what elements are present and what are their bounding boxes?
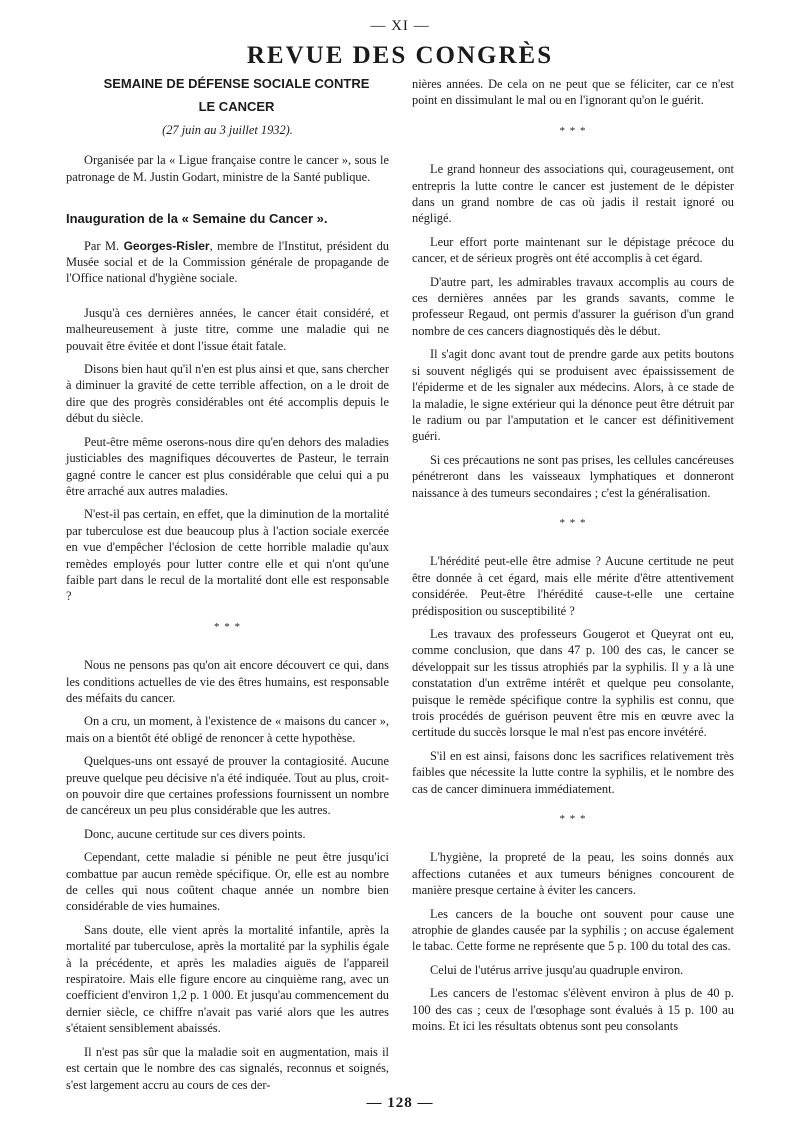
- inauguration-heading: Inauguration de la « Semaine du Cancer ».: [66, 211, 328, 227]
- body-paragraph: Les cancers de l'estomac s'élèvent environ à plus de 40 p. 100 des cas ; ceux de l'œsophage sont évalués à 15 p. 100 au moins. Et ici les résultats obtenus sont peu consolants: [412, 986, 734, 1034]
- author-paragraph: [66, 238, 389, 287]
- body-paragraph: D'autre part, les admirables travaux accomplis au cours de ces dernières années par les grands savants, comme le professeur Regaud, ont permis d'assurer la guérison d'un grand nombre de ces cancers diagnostiqués dès le début.: [412, 274, 734, 338]
- asterism-divider: * * *: [559, 813, 587, 826]
- continuation-paragraph: nières années. De cela on ne peut que se féliciter, car ce n'est point en dissimulant le mal ou en l'ignorant qu'on le guérit.: [412, 77, 734, 108]
- body-paragraph: Quelques-uns ont essayé de prouver la contagiosité. Aucune preuve quelque peu décisive n'a été indiquée. Tout au plus, croit-on pouvoir dire que certaines professions fournissent un nombre de cancéreux un peu plus considérable que les autres.: [66, 754, 389, 818]
- body-paragraph: Leur effort porte maintenant sur le dépistage précoce du cancer, et de sérieux progrès ont été accomplis à cet égard.: [412, 234, 734, 266]
- body-paragraph: Les travaux des professeurs Gougerot et Queyrat ont eu, comme conclusion, que dans 47 p. 100 des cas, le cancer se développait sur les tissus atrophiés par la syphilis. Il y a là une constatation d'un extrême intérêt et quelque peu consolante, puisque le remède spécifique contre la syphilis est connu, que trois procédés de guérison peuvent être mis en œuvre avec la certitude du succès lorsque le mal n'est pas encore invétéré.: [412, 626, 734, 740]
- left-column: [66, 76, 389, 1100]
- asterism-divider: * * *: [214, 620, 241, 633]
- body-paragraph: Il n'est pas sûr que la maladie soit en augmentation, mais il est certain que le nombre des cas signalés, reconnus et soignés, s'est largement accru au cours de ces der-: [66, 1044, 389, 1092]
- section-dates: (27 juin au 3 juillet 1932).: [162, 123, 293, 137]
- body-paragraph: Le grand honneur des associations qui, courageusement, ont entrepris la lutte contre le cancer est justement de le dépister dans un grand nombre de cas où jadis il restait ignoré ou négligé.: [412, 162, 734, 226]
- right-column: [412, 76, 734, 1042]
- author-prefix: Par M.: [84, 238, 120, 253]
- body-paragraph: Cependant, cette maladie si pénible ne peut être jusqu'ici combattue par aucun remède spécifique. Or, elle est au nombre de celles qui nous coûtent chaque année un nombre bien considérable de vies humaines.: [66, 850, 389, 914]
- body-paragraph: Les cancers de la bouche ont souvent pour cause une atrophie de glandes causée par la syphilis ; on accuse également le tabac. Cette forme ne représente que 5 p. 100 du total des cas.: [412, 906, 734, 954]
- masthead-title: REVUE DES CONGRÈS: [246, 42, 554, 69]
- section-title-line2: LE CANCER: [198, 99, 275, 114]
- body-paragraph: Sans doute, elle vient après la mortalité infantile, après la mortalité par tuberculose, après la mortalité par la syphilis égale à la précédente, et après les maladies aiguës de l'appareil respiratoire. Mais elle figure encore au cinquième rang, avec un coefficient d'environ 1,2 p. 1 000. Et jusqu'au commencement du dernier siècle, ce chiffre n'avait pas varié alors que les autres s'étaient sensiblement abaissés.: [66, 922, 389, 1036]
- body-paragraph: Donc, aucune certitude sur ces divers points.: [84, 826, 306, 841]
- body-paragraph: Celui de l'utérus arrive jusqu'au quadruple environ.: [430, 962, 684, 977]
- intro-paragraph: Organisée par la « Ligue française contre le cancer », sous le patronage de M. Justin Godart, ministre de la Santé publique.: [66, 153, 389, 184]
- roman-folio: — XI —: [370, 18, 430, 34]
- author-name: Georges-Risler: [123, 238, 210, 253]
- body-paragraph: L'hérédité peut-elle être admise ? Aucune certitude ne peut être donnée à cet égard, mais elle mérite d'être attentivement considérée. Peut-être l'hérédité cause-t-elle une certaine prédisposition ou susceptibilité ?: [412, 554, 734, 618]
- author-description: , membre de l'Institut, président du Musée social et de la Commission générale de propagande de l'Office national d'hygiène sociale.: [66, 238, 389, 286]
- body-paragraph: Peut-être même oserons-nous dire qu'en dehors des maladies justiciables des magnifiques découvertes de Pasteur, le terrain gagné contre le cancer est plus considérable que celui qui a pu être arraché aux autres maladies.: [66, 434, 389, 498]
- page-number: — 128 —: [366, 1095, 434, 1111]
- body-paragraph: On a cru, un moment, à l'existence de « maisons du cancer », mais on a bientôt été obligé de renoncer à cette hypothèse.: [66, 714, 389, 745]
- body-paragraph: Jusqu'à ces dernières années, le cancer était considéré, et malheureusement à juste titre, comme une maladie qui ne pouvait être évitée et dont l'issue était fatale.: [66, 305, 389, 353]
- body-paragraph: L'hygiène, la propreté de la peau, les soins donnés aux affections cutanées et aux tumeurs bénignes concourent de manière presque certaine à éviter les cancers.: [412, 850, 734, 898]
- body-paragraph: N'est-il pas certain, en effet, que la diminution de la mortalité par tuberculose est due beaucoup plus à l'action sociale exercée en vue d'empêcher l'éclosion de cette horrible maladie qu'aux remèdes employés pour lutter contre elle et qui n'ont qu'une faible part dans le recul de la mortalité dont elle est responsable ?: [66, 507, 389, 604]
- asterism-divider: * * *: [559, 124, 587, 137]
- body-paragraph: Si ces précautions ne sont pas prises, les cellules cancéreuses pénétreront dans les vaisseaux lymphatiques et donneront naissance à des tumeurs secondaires ; c'est la généralisation.: [412, 452, 734, 500]
- section-title-line1: SEMAINE DE DÉFENSE SOCIALE CONTRE: [103, 76, 370, 91]
- body-paragraph: Il s'agit donc avant tout de prendre garde aux petits boutons si souvent négligés qui se produisent avec épaississement de l'épiderme et de les signaler aux médecins. Alors, à ce stade de la maladie, le signe extérieur qui la dénonce peut être détruit par le radium ou par l'amputation et le cancer est définitivement guéri.: [412, 347, 734, 444]
- body-paragraph: Disons bien haut qu'il n'en est plus ainsi et que, sans chercher à diminuer la gravité de cette terrible affection, on a le droit de dire que des progrès considérables ont été accomplis depuis le début du siècle.: [66, 362, 389, 426]
- body-paragraph: S'il en est ainsi, faisons donc les sacrifices relativement très faibles que nécessite la lutte contre la syphilis, et le nombre des cas de cancer diminuera immédiatement.: [412, 748, 734, 796]
- asterism-divider: * * *: [559, 516, 587, 529]
- body-paragraph: Nous ne pensons pas qu'on ait encore découvert ce qui, dans les conditions actuelles de vie des êtres humains, est responsable des méfaits du cancer.: [66, 658, 389, 705]
